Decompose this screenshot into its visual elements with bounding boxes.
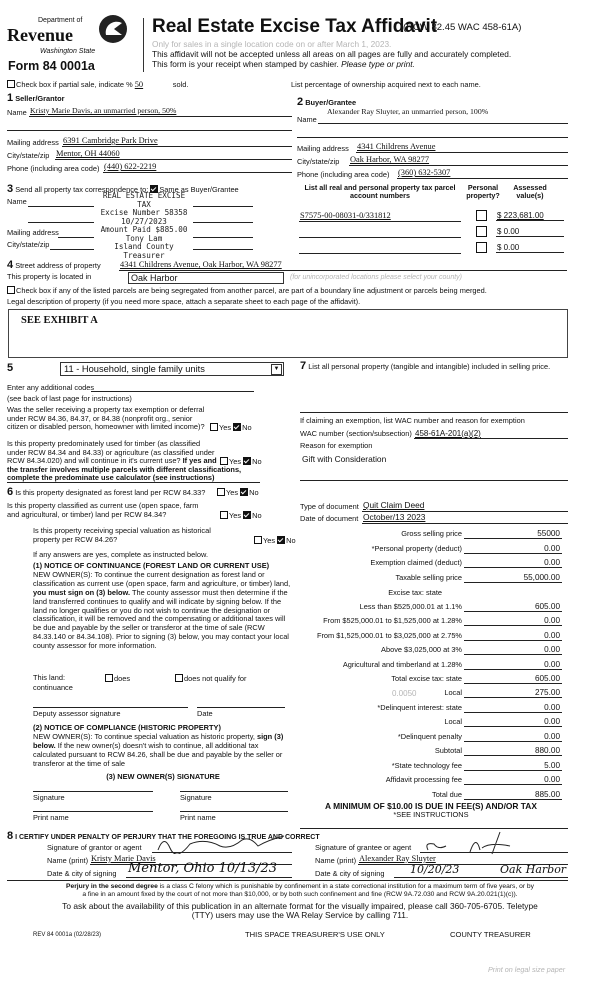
wac-number[interactable]: 458-61A-201(a)(2) bbox=[415, 429, 481, 438]
tax-row-label: From $1,525,000.01 to $3,025,000 at 2.75% bbox=[316, 631, 462, 640]
seller-phone-label: Phone (including area code) bbox=[7, 164, 100, 173]
tax-row-line bbox=[464, 553, 562, 554]
buyer-heading: 2 Buyer/Grantee bbox=[297, 96, 357, 108]
deputy-date-label: Date bbox=[197, 709, 213, 718]
tax-row bbox=[300, 588, 562, 600]
doc-date-label: Date of document bbox=[300, 514, 359, 523]
exemption-label: If claiming an exemption, list WAC number and reason for exemption bbox=[300, 416, 525, 425]
print-name-label: Print name bbox=[33, 813, 69, 822]
tax-row-value[interactable]: 5.00 bbox=[544, 761, 560, 770]
doc-type-label: Type of document bbox=[300, 502, 359, 511]
tax-row-value[interactable]: 0.00 bbox=[544, 703, 560, 712]
seller-address-label: Mailing address bbox=[7, 138, 59, 147]
exemption-question: Was the seller receiving a property tax exemption or deferral under RCW 84.36, 84.37, or 84.38 (nonprofit org., senior citizen or disabled person, homeowner with limited income)? bbox=[7, 405, 205, 432]
section5-number: 5 bbox=[7, 362, 14, 374]
tax-row-label: *Delinquent interest: state bbox=[377, 703, 462, 712]
parcel-number[interactable]: S7575-00-08031-0/331812 bbox=[300, 211, 391, 220]
grantee-name[interactable]: Alexander Ray Sluyter bbox=[359, 854, 436, 863]
certify-statement: 8 I CERTIFY UNDER PENALTY OF PERJURY THAT THE FOREGOING IS TRUE AND CORRECT bbox=[7, 830, 320, 842]
seller-city[interactable]: Mentor, OH 44060 bbox=[56, 149, 120, 158]
does-checkbox[interactable] bbox=[105, 674, 113, 682]
grantor-name[interactable]: Kristy Marie Davis bbox=[91, 854, 156, 863]
tax-row bbox=[300, 717, 562, 729]
located-select[interactable]: Oak Harbor bbox=[128, 272, 284, 284]
buyer-address-label: Mailing address bbox=[297, 144, 349, 153]
no-checkbox[interactable] bbox=[233, 423, 241, 431]
note-1: This affidavit will not be accepted unless all areas on all pages are fully and accurately completed. bbox=[152, 49, 512, 59]
tax-row-value[interactable]: 880.00 bbox=[534, 746, 560, 755]
dept-line: Department of bbox=[38, 17, 83, 24]
tax-row-line bbox=[464, 567, 562, 568]
tax-row-line bbox=[464, 755, 562, 756]
no-checkbox[interactable] bbox=[243, 457, 251, 465]
tax-row-value[interactable]: 0.00 bbox=[544, 775, 560, 784]
yes-checkbox[interactable] bbox=[254, 536, 262, 544]
continuance-label: continuance bbox=[33, 683, 73, 692]
grantee-name-label: Name (print) bbox=[315, 856, 357, 865]
seller-phone[interactable]: (440) 622-2219 bbox=[104, 162, 157, 171]
tax-row-label: Total due bbox=[432, 790, 462, 799]
tax-row-label: Less than $525,000.01 at 1.1% bbox=[359, 602, 462, 611]
form-statute: (RCW 82.45 WAC 458-61A) bbox=[403, 22, 522, 33]
wac-label: WAC number (section/subsection) bbox=[300, 429, 412, 438]
tax-row-value[interactable]: 0.00 bbox=[544, 660, 560, 669]
tax-row-label: Agricultural and timberland at 1.28% bbox=[342, 660, 462, 669]
historic-question: Is this property receiving special valuation as historical property per RCW 84.26? bbox=[33, 526, 211, 544]
tax-row-line bbox=[464, 741, 562, 742]
tax-row-label: Total excise tax: state bbox=[391, 674, 462, 683]
tax-row bbox=[300, 645, 562, 657]
tax-row-label: Taxable selling price bbox=[395, 573, 462, 582]
current-use-question: Is this property classified as current use (open space, farm and agricultural, or timber) land per RCW 84.34? bbox=[7, 501, 199, 519]
grantor-signature-label: Signature of grantor or agent bbox=[47, 843, 142, 852]
tax-row bbox=[300, 732, 562, 744]
tax-row-line bbox=[464, 640, 562, 641]
grantor-date-city[interactable]: Mentor, Ohio 10/13/23 bbox=[128, 861, 278, 876]
codes-label: Enter any additional codes bbox=[7, 383, 95, 392]
legal-description-box[interactable] bbox=[8, 309, 568, 358]
reason-label: Reason for exemption bbox=[300, 441, 373, 450]
buyer-phone[interactable]: (360) 632-5307 bbox=[398, 168, 451, 177]
tax-row bbox=[300, 674, 562, 686]
tax-row-value[interactable]: 275.00 bbox=[534, 688, 560, 697]
tax-row-line bbox=[464, 712, 562, 713]
tax-row bbox=[300, 761, 562, 773]
tax-row-line bbox=[464, 669, 562, 670]
tax-row-label: *Personal property (deduct) bbox=[371, 544, 462, 553]
tax-row-label: From $525,000.01 to $1,525,000 at 1.28% bbox=[323, 616, 462, 625]
tax-row-line bbox=[464, 726, 562, 727]
street-address[interactable]: 4341 Childrens Avenue, Oak Harbor, WA 98277 bbox=[120, 260, 282, 269]
grantee-date[interactable]: 10/20/23 bbox=[410, 863, 460, 876]
tax-row bbox=[300, 660, 562, 672]
tax-row bbox=[300, 746, 562, 758]
note-gray: Only for sales in a single location code on or after March 1, 2023. bbox=[152, 39, 392, 49]
notice2-text: NEW OWNER(S): To continue special valuation as historic property, sign (3) below. If the new owner(s) doesn't wish to continue, all additional tax calculated pursuant to RCW 84.26, shall be due and payable by the seller or transferor at the time of sale bbox=[33, 732, 284, 768]
header-divider bbox=[143, 18, 144, 72]
tax-row-value[interactable]: 0.00 bbox=[544, 544, 560, 553]
tax-row-value[interactable]: 55000 bbox=[537, 529, 560, 538]
personal-property-checkbox[interactable] bbox=[476, 242, 487, 253]
revenue-wordmark: Revenue bbox=[7, 25, 73, 45]
grantor-name-label: Name (print) bbox=[47, 856, 89, 865]
historic-yes-no: Yes No bbox=[254, 536, 296, 546]
land-use-select[interactable] bbox=[60, 362, 284, 376]
note-2: This form is your receipt when stamped by cashier. Please type or print. bbox=[152, 59, 415, 69]
timber-question: Is this property predominately used for timber (as classified under RCW 84.34 and 84.33) or agriculture (as classified under RCW 84.34.020) and will continue in it's current use? If yes and the transfer involves multiple parcels with different classifications, complete the predominate use calculator (see instructions) bbox=[7, 439, 242, 483]
current-use-yes-no: Yes No bbox=[220, 511, 262, 521]
tax-row-line bbox=[464, 770, 562, 771]
tax-row-label: *State technology fee bbox=[391, 761, 462, 770]
doc-type[interactable]: Quit Claim Deed bbox=[363, 500, 425, 510]
local-rate: 0.0050 bbox=[392, 689, 417, 698]
form-number: Form 84 0001a bbox=[8, 59, 95, 73]
perjury-notice: Perjury in the second degree is a class C felony which is punishable by confinement in a state correctional institution for a maximum term of five years, or by a fine in an amount fixed by the court of not more than $10,000, or by both such confinement and fine (RCW 9A.72.030 and RCW 9A.20.021(1)(c)). bbox=[66, 883, 534, 898]
tax-row bbox=[300, 573, 562, 585]
tax-row bbox=[300, 602, 562, 614]
assessed-value[interactable]: $ 0.00 bbox=[497, 243, 520, 252]
notice1-text: NEW OWNER(S): To continue the current designation as forest land or classification as current use (open space, farm and agriculture, or timber) land, you must sign on (3) below. The county assessor must then determine if the land transferred continues to qualify and will indicate by signing below. If the land no longer qualifies or you do not wish to continue the designation or classification, it will be removed and the compensating or additional taxes will be due and payable by the seller or transferor at the time of sale (RCW 84.33.140 or 84.34.108). Prior to signing (3) below, you may contact your local county assessor for more information. bbox=[33, 570, 291, 650]
tax-row-label: Affidavit processing fee bbox=[385, 775, 462, 784]
tax-row bbox=[300, 631, 562, 643]
legal-label: Legal description of property (if you need more space, attach a separate sheet to each page of the affidavit). bbox=[7, 297, 361, 306]
section7-label: 7 List all personal property (tangible and intangible) included in selling price. bbox=[300, 360, 551, 372]
tax-row-value[interactable]: 605.00 bbox=[534, 602, 560, 611]
tax-row-value[interactable]: 55,000.00 bbox=[523, 573, 560, 582]
s3-city-label: City/state/zip bbox=[7, 240, 50, 249]
assessed-value[interactable]: $ 0.00 bbox=[497, 227, 520, 236]
treasurer-use-label: THIS SPACE TREASURER'S USE ONLY bbox=[245, 930, 385, 939]
tax-row-line bbox=[464, 784, 562, 785]
signature-label: Signature bbox=[33, 793, 65, 802]
seller-city-label: City/state/zip bbox=[7, 151, 50, 160]
no-checkbox[interactable] bbox=[277, 536, 285, 544]
parcel-header: List all real and personal property tax parcel account numbers bbox=[304, 183, 456, 201]
buyer-name-label: Name bbox=[297, 115, 317, 124]
codes-note: (see back of last page for instructions) bbox=[7, 394, 132, 403]
does-not-checkbox[interactable] bbox=[175, 674, 183, 682]
grantor-signature bbox=[150, 830, 290, 854]
ownership-note: List percentage of ownership acquired next to each name. bbox=[291, 80, 481, 89]
exemption-reason[interactable]: Gift with Consideration bbox=[302, 454, 387, 464]
this-land-label: This land: bbox=[33, 673, 66, 682]
does-not-option: does not qualify for bbox=[175, 674, 246, 684]
located-hint: (for unincorporated locations please select your county) bbox=[290, 274, 462, 281]
assessed-value[interactable]: $ 223,681.00 bbox=[497, 211, 544, 220]
buyer-name[interactable]: Alexander Ray Sluyter, an unmarried person, 100% bbox=[327, 107, 489, 116]
personal-header: Personal property? bbox=[466, 183, 500, 201]
tax-row-value[interactable]: 0.00 bbox=[544, 732, 560, 741]
revision: REV 84 0001a (02/28/23) bbox=[33, 932, 102, 938]
signature-label: Signature bbox=[180, 793, 212, 802]
doc-date[interactable]: October/13 2023 bbox=[363, 512, 426, 522]
tax-row-label: Excise tax: state bbox=[388, 588, 442, 597]
street-label: 4 Street address of property bbox=[7, 259, 101, 271]
assessed-header: Assessed value(s) bbox=[513, 183, 547, 201]
yes-checkbox[interactable] bbox=[220, 511, 228, 519]
tax-row-line bbox=[464, 611, 562, 612]
tax-row-value[interactable]: 605.00 bbox=[534, 674, 560, 683]
tax-row-label: Local bbox=[444, 717, 462, 726]
tax-row-value[interactable]: 0.00 bbox=[544, 631, 560, 640]
form-title: Real Estate Excise Tax Affidavit bbox=[152, 16, 438, 37]
chevron-down-icon[interactable]: ▼ bbox=[271, 364, 282, 375]
tax-row-label: *Delinquent penalty bbox=[397, 732, 462, 741]
instruct: If any answers are yes, complete as instructed below. bbox=[33, 550, 208, 559]
segregated-checkbox[interactable] bbox=[7, 286, 15, 294]
buyer-city-label: City/state/zip bbox=[297, 157, 340, 166]
tax-row-line bbox=[464, 538, 562, 539]
seller-address[interactable]: 6391 Cambridge Park Drive bbox=[63, 136, 158, 145]
s3-address-label: Mailing address bbox=[7, 228, 59, 237]
exemption-yes-no: Yes No bbox=[210, 423, 252, 433]
personal-property-checkbox[interactable] bbox=[476, 210, 487, 221]
tax-row-line bbox=[464, 582, 562, 583]
tax-row bbox=[300, 775, 562, 787]
seller-name-label: Name bbox=[7, 108, 27, 117]
notice2-title: (2) NOTICE OF COMPLIANCE (HISTORIC PROPERTY) bbox=[33, 723, 221, 732]
buyer-phone-label: Phone (including area code) bbox=[297, 170, 390, 179]
segregated-row: Check box if any of the listed parcels are being segregated from another parcel, are part of a boundary line adjustment or parcels being merged. bbox=[7, 286, 487, 296]
tax-row-label: Subtotal bbox=[434, 746, 462, 755]
tax-row-value[interactable]: 0.00 bbox=[544, 616, 560, 625]
tax-row-line bbox=[464, 683, 562, 684]
section3-label: 3 Send all property tax correspondence to: Same as Buyer/Grantee bbox=[7, 183, 239, 195]
accessibility-notice: To ask about the availability of this publication in an alternate format for the visually impaired, please call 360-705-6705. Teletype (TTY) users may use the WA Relay Service by calling 711. bbox=[62, 901, 538, 920]
located-label: This property is located in bbox=[7, 272, 92, 281]
grantee-signature-label: Signature of grantee or agent bbox=[315, 843, 412, 852]
print-name-label: Print name bbox=[180, 813, 216, 822]
timber-yes-no: Yes No bbox=[220, 457, 262, 467]
dor-logo-icon bbox=[96, 13, 130, 45]
notice1-title: (1) NOTICE OF CONTINUANCE (FOREST LAND OR CURRENT USE) bbox=[33, 561, 270, 570]
no-checkbox[interactable] bbox=[240, 488, 248, 496]
buyer-address[interactable]: 4341 Childrens Avenue bbox=[357, 142, 436, 151]
forest-question: 6 Is this property designated as forest land per RCW 84.33? bbox=[7, 486, 206, 498]
buyer-city[interactable]: Oak Harbor, WA 98277 bbox=[350, 155, 430, 164]
tax-row-label: Exemption claimed (deduct) bbox=[370, 558, 462, 567]
tax-row bbox=[300, 544, 562, 556]
grantee-date-label: Date & city of signing bbox=[315, 869, 385, 878]
tax-row bbox=[300, 529, 562, 541]
tax-row-line bbox=[464, 697, 562, 698]
grantee-city[interactable]: Oak Harbor bbox=[500, 863, 567, 876]
minimum-due-notice: A MINIMUM OF $10.00 IS DUE IN FEE(S) AND/OR TAX bbox=[325, 801, 537, 811]
tax-row-value[interactable]: 0.00 bbox=[544, 558, 560, 567]
land-use-value: 11 - Household, single family units bbox=[64, 364, 205, 374]
tax-row-label: Local bbox=[444, 688, 462, 697]
personal-property-checkbox[interactable] bbox=[476, 226, 487, 237]
deputy-signature-label: Deputy assessor signature bbox=[33, 709, 121, 718]
partial-sale-row: Check box if partial sale, indicate % 50 sold. bbox=[7, 80, 188, 90]
does-option: does bbox=[105, 674, 130, 684]
s3-name-label: Name bbox=[7, 197, 27, 206]
tax-row-label: Above $3,025,000 at 3% bbox=[381, 645, 462, 654]
tax-row bbox=[300, 703, 562, 715]
tax-row-value[interactable]: 0.00 bbox=[544, 717, 560, 726]
grantor-date-label: Date & city of signing bbox=[47, 869, 117, 878]
tax-row-value[interactable]: 885.00 bbox=[534, 790, 560, 799]
tax-row bbox=[300, 688, 562, 700]
legal-paper-note: Print on legal size paper bbox=[488, 966, 566, 974]
seller-heading: 1 Seller/Grantor bbox=[7, 92, 65, 104]
seller-name[interactable]: Kristy Marie Davis, an unmarried person, 50% bbox=[30, 106, 177, 115]
tax-row bbox=[300, 558, 562, 570]
see-instructions: *SEE INSTRUCTIONS bbox=[393, 810, 469, 819]
partial-sale-percent[interactable]: 50 bbox=[134, 80, 144, 89]
yes-checkbox[interactable] bbox=[220, 457, 228, 465]
tax-row-line bbox=[464, 654, 562, 655]
tax-row-label: Gross selling price bbox=[401, 529, 462, 538]
legal-description: SEE EXHIBIT A bbox=[21, 315, 98, 326]
tax-row bbox=[300, 616, 562, 628]
treasurer-stamp: REAL ESTATE EXCISE TAX Excise Number 58358 10/27/2023 Amount Paid $885.00 Tony Lam Island County Treasurer bbox=[100, 191, 188, 260]
yes-checkbox[interactable] bbox=[210, 423, 218, 431]
new-owner-signature-title: (3) NEW OWNER(S) SIGNATURE bbox=[106, 772, 220, 781]
state-line: Washington State bbox=[40, 48, 96, 55]
tax-row-value[interactable]: 0.00 bbox=[544, 645, 560, 654]
tax-row-line bbox=[464, 799, 562, 800]
no-checkbox[interactable] bbox=[243, 511, 251, 519]
county-treasurer-label: COUNTY TREASURER bbox=[450, 930, 531, 939]
forest-yes-no: Yes No bbox=[217, 488, 259, 498]
yes-checkbox[interactable] bbox=[217, 488, 225, 496]
partial-sale-checkbox[interactable] bbox=[7, 80, 15, 88]
tax-row-line bbox=[464, 625, 562, 626]
